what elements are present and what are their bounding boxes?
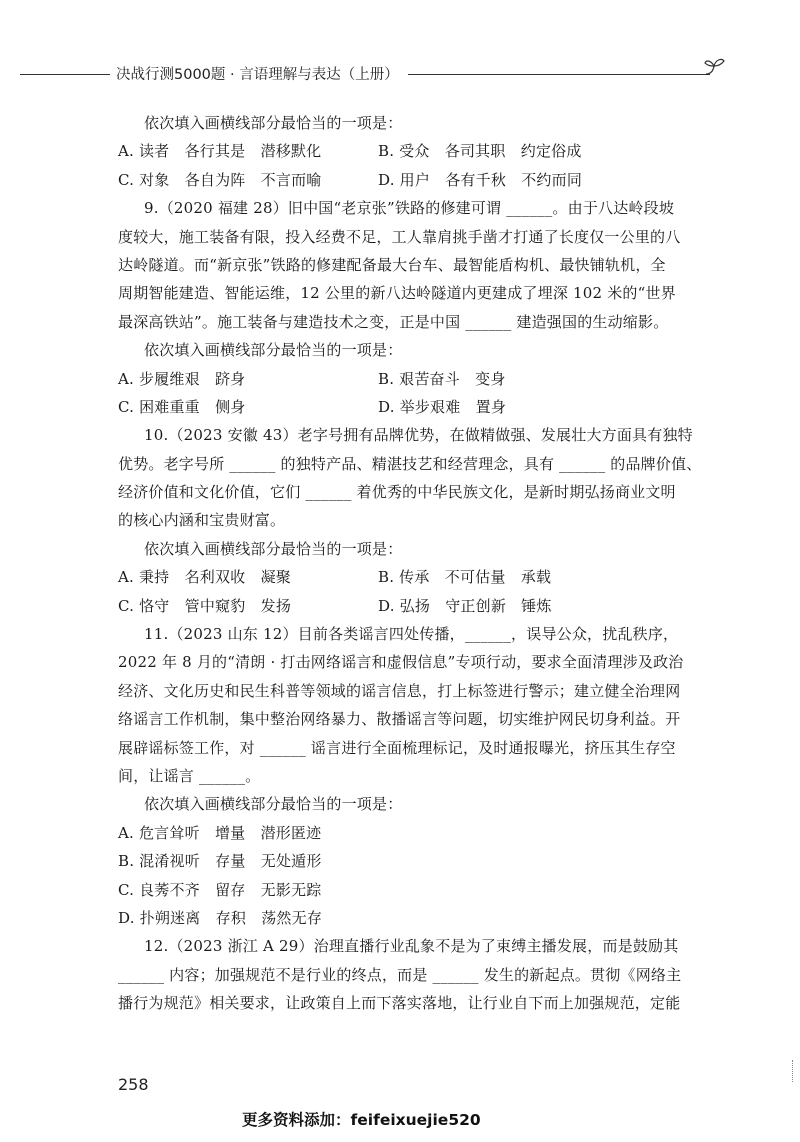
option-row (118, 393, 708, 421)
edge-mark (792, 1060, 796, 1082)
paragraph-start-line: 依次填入画横线部分最恰当的一项是： (144, 114, 403, 132)
text-line: 间，让谣言 ______。 (118, 766, 261, 785)
option-item: A. 读者 各行其是 潜移默化 (118, 142, 322, 161)
text-line: 经济价值和文化价值，它们 ______ 着优秀的中华民族文化，是新时期弘扬商业文明 (118, 483, 676, 502)
text-line: 周期智能建造、智能运维，12 公里的新八达岭隧道内更建成了埋深 102 米的“世界 (118, 284, 676, 303)
option-row (118, 166, 708, 194)
option-item: B. 艰苦奋斗 变身 (378, 369, 506, 388)
text-line: 最深高铁站”。施工装备与建造技术之变，正是中国 ______ 建造强国的生动缩影。 (118, 312, 669, 331)
paragraph-start-line: 9.（2020 福建 28）旧中国“老京张”铁路的修建可谓 ______。由于八达岭段坡 (144, 199, 675, 218)
page-body (118, 109, 708, 1018)
option-row (118, 563, 708, 591)
footer-note: 更多资料添加：feifeixuejie520 (242, 1111, 481, 1129)
text-line: 播行为规范》相关要求，让政策自上而下落实落地，让行业自下而上加强规范，定能 (118, 994, 681, 1013)
paragraph-start-line: 11.（2023 山东 12）目前各类谣言四处传播，______，误导公众，扰乱秩序， (144, 625, 679, 644)
option-row (118, 592, 708, 620)
text-line: 2022 年 8 月的“清朗 · 打击网络谣言和虚假信息”专项行动，要求全面清理涉及政治 (118, 653, 684, 672)
option-item: C. 困难重重 侧身 (118, 397, 246, 416)
option-item: C. 恪守 管中窥豹 发扬 (118, 596, 292, 615)
sprout-icon (702, 54, 728, 80)
header-rule-right (408, 74, 710, 75)
text-line: D. 扑朔迷离 存积 荡然无存 (118, 908, 323, 927)
text-line: 经济、文化历史和民生科普等领域的谣言信息，打上标签进行警示；建立健全治理网 (118, 681, 681, 700)
option-item: A. 步履维艰 跻身 (118, 369, 246, 388)
running-header (20, 62, 710, 86)
option-item: D. 弘扬 守正创新 锤炼 (378, 596, 552, 615)
header-rule-left (20, 74, 110, 75)
option-item: B. 受众 各司其职 约定俗成 (378, 142, 582, 161)
option-item: D. 用户 各有千秋 不约而同 (378, 170, 583, 189)
header-title: 决战行测5000题 · 言语理解与表达（上册） (116, 67, 399, 83)
option-item: A. 秉持 名利双收 凝聚 (118, 568, 291, 587)
option-item: C. 对象 各自为阵 不言而喻 (118, 170, 322, 189)
text-line: 展辟谣标签工作，对 ______ 谣言进行全面梳理标记，及时通报曝光，挤压其生存空 (118, 738, 676, 757)
paragraph-start-line: 依次填入画横线部分最恰当的一项是： (144, 539, 403, 558)
option-item: D. 举步艰难 置身 (378, 397, 507, 416)
text-line: A. 危言耸听 增量 潜形匿迹 (118, 823, 322, 842)
text-line: 络谣言工作机制，集中整治网络暴力、散播谣言等问题，切实维护网民切身利益。开 (118, 710, 681, 729)
option-item: B. 传承 不可估量 承载 (378, 568, 552, 587)
text-line: 的核心内涵和宝贵财富。 (118, 511, 286, 530)
paragraph-start-line: 12.（2023 浙江 A 29）治理直播行业乱象不是为了束缚主播发展，而是鼓励其 (144, 937, 679, 956)
page-number: 258 (118, 1075, 149, 1094)
text-line: C. 良莠不齐 留存 无影无踪 (118, 880, 322, 899)
paragraph-start-line: 依次填入画横线部分最恰当的一项是： (144, 341, 403, 360)
option-row (118, 365, 708, 393)
text-line: ______ 内容；加强规范不是行业的终点，而是 ______ 发生的新起点。贯彻《网络主 (118, 965, 682, 984)
paragraph-start-line: 依次填入画横线部分最恰当的一项是： (144, 795, 403, 814)
text-line: B. 混淆视听 存量 无处遁形 (118, 852, 322, 871)
text-line: 达岭隧道。而“新京张”铁路的修建配备最大台车、最智能盾构机、最快铺轨机，全 (118, 255, 666, 274)
text-line: 优势。老字号所 ______ 的独特产品、精湛技艺和经营理念，具有 ______ 的品牌价值、 (118, 454, 702, 473)
text-line: 度较大，施工装备有限，投入经费不足，工人靠肩挑手凿才打通了长度仅一公里的八 (118, 227, 681, 246)
option-row (118, 137, 708, 165)
paragraph-start-line: 10.（2023 安徽 43）老字号拥有品牌优势，在做精做强、发展壮大方面具有独特 (144, 426, 693, 445)
